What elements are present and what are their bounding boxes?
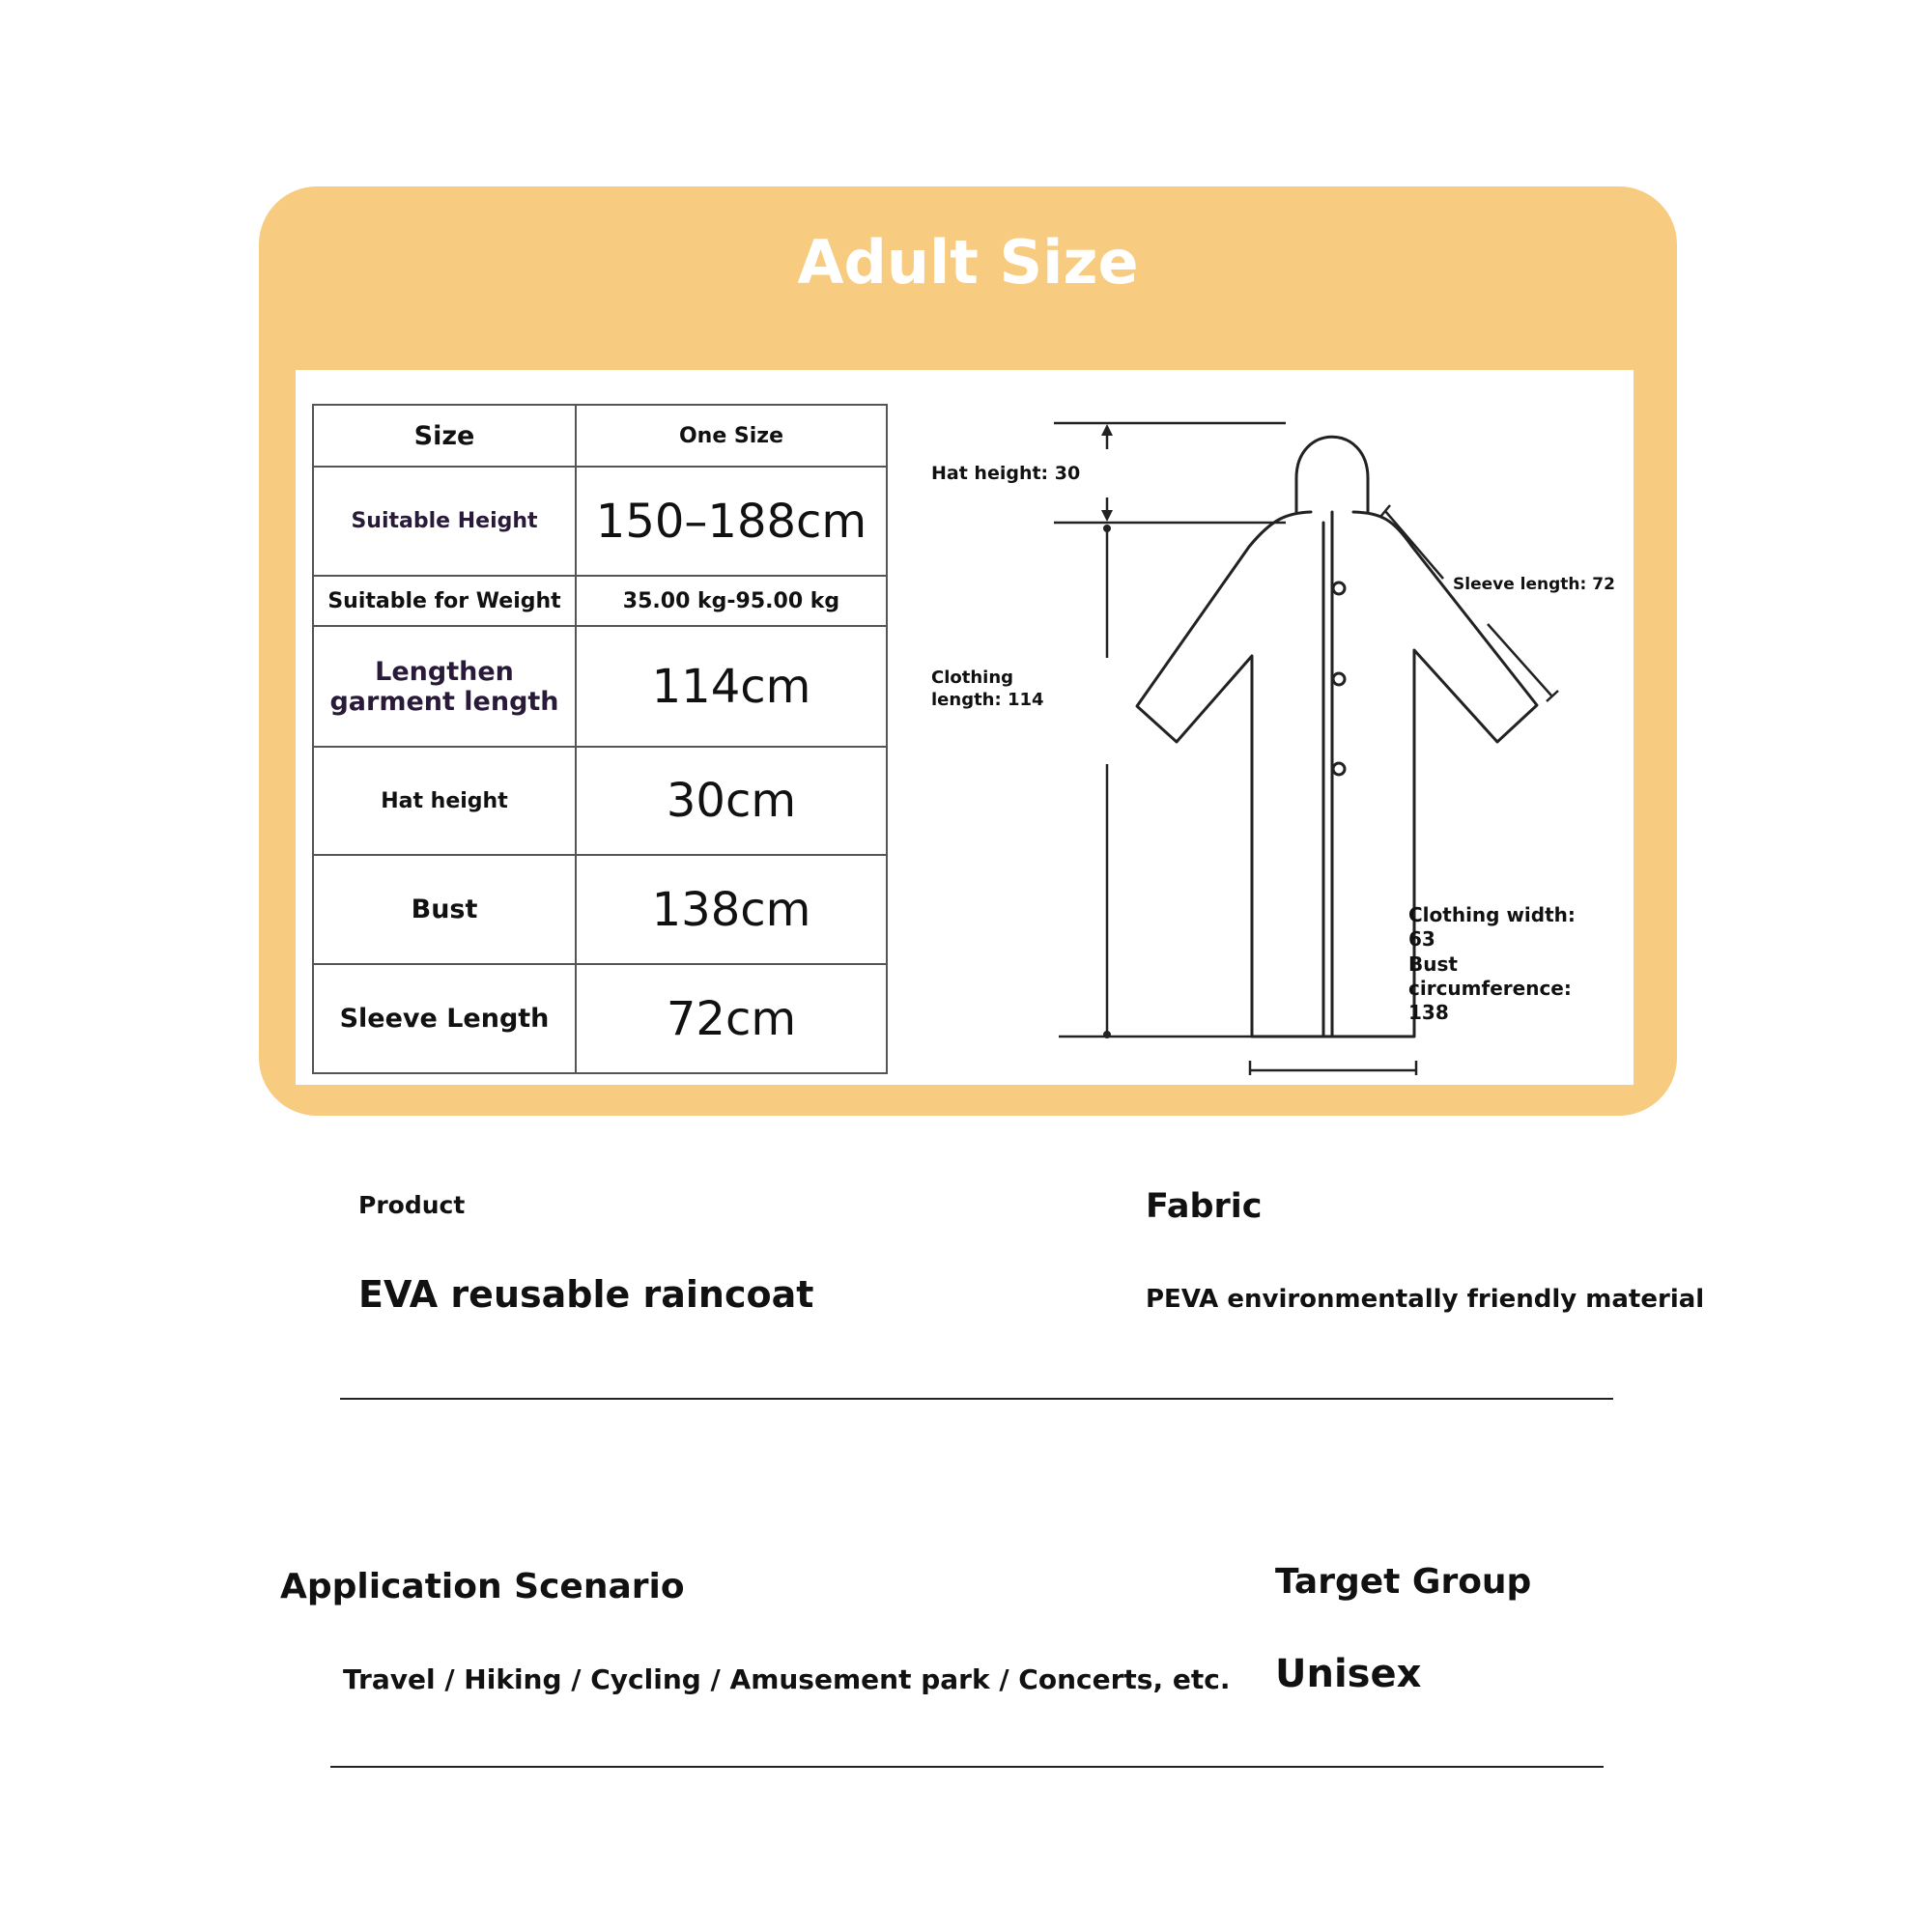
- table-row: [313, 747, 887, 856]
- adult-size-card: [259, 186, 1677, 1116]
- bust-label: Bust circumference: 138: [1408, 952, 1572, 1024]
- target-value: Unisex: [1275, 1652, 1422, 1696]
- row-value-weight: 35.00 kg-95.00 kg: [576, 576, 887, 626]
- table-row: [313, 467, 887, 576]
- divider-2: [330, 1766, 1604, 1768]
- fabric-label: Fabric: [1146, 1187, 1263, 1226]
- product-value: EVA reusable raincoat: [358, 1273, 814, 1316]
- row-label-weight: Suitable for Weight: [313, 576, 576, 626]
- row-label-size: Size: [313, 405, 576, 467]
- row-value-hat-height: 30cm: [576, 747, 887, 856]
- table-row: [313, 405, 887, 467]
- size-panel: [296, 370, 1634, 1085]
- row-label-sleeve: Sleeve Length: [313, 964, 576, 1073]
- scenario-value: Travel / Hiking / Cycling / Amusement park / Concerts, etc.: [343, 1663, 1231, 1695]
- table-row: [313, 964, 887, 1073]
- clothing-length-label: Clothing length: 114: [931, 668, 1044, 710]
- table-row: [313, 576, 887, 626]
- clothing-width-label: Clothing width: 63: [1408, 903, 1576, 951]
- row-value-sleeve: 72cm: [576, 964, 887, 1073]
- row-value-garment-length: 114cm: [576, 626, 887, 746]
- row-label-height: Suitable Height: [313, 467, 576, 576]
- raincoat-diagram: [914, 409, 1615, 1075]
- table-row: [313, 626, 887, 746]
- sleeve-length-label: Sleeve length: 72: [1453, 575, 1615, 594]
- product-label: Product: [358, 1191, 466, 1219]
- row-label-bust: Bust: [313, 855, 576, 964]
- row-value-size: One Size: [576, 405, 887, 467]
- scenario-label: Application Scenario: [280, 1567, 685, 1606]
- hat-height-label: Hat height: 30: [931, 463, 1081, 484]
- table-row: [313, 855, 887, 964]
- row-label-garment-length: Lengthen garment length: [313, 626, 576, 746]
- row-label-hat-height: Hat height: [313, 747, 576, 856]
- size-table: [312, 404, 888, 1074]
- divider-1: [340, 1398, 1613, 1400]
- row-value-height: 150–188cm: [576, 467, 887, 576]
- target-label: Target Group: [1275, 1562, 1532, 1602]
- row-value-bust: 138cm: [576, 855, 887, 964]
- fabric-value: PEVA environmentally friendly material: [1146, 1285, 1705, 1314]
- card-title: Adult Size: [797, 227, 1139, 298]
